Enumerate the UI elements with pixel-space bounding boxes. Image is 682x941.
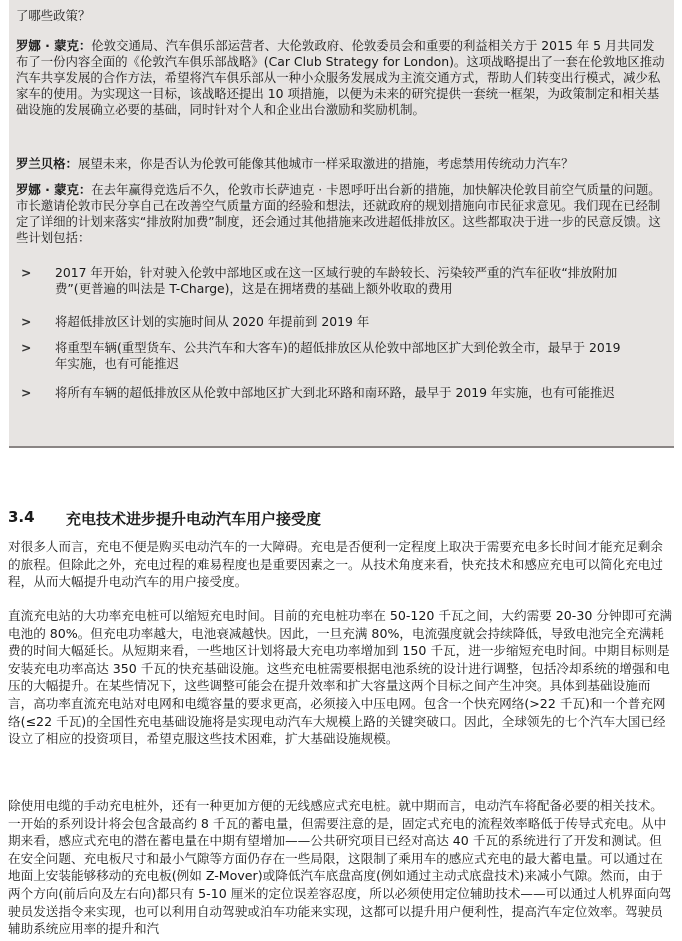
bullet-text: 将重型车辆(重型货车、公共汽车和大客车)的超低排放区从伦敦中部地区扩大到伦敦全市，最早于 2019 年实施，也有可能推迟 — [55, 340, 621, 371]
bullet-text: 2017 年开始，针对驶入伦敦中部地区或在这一区域行驶的车龄较长、污染较严重的汽车征收“排放附加费”(更普遍的叫法是 T-Charge)，这是在拥堵费的基础上额外收取的费用 — [55, 265, 618, 296]
answer-text: 伦敦交通局、汽车俱乐部运营者、大伦敦政府、伦敦委员会和重要的利益相关方于 2015 年 5 月共同发布了一份内容全面的《伦敦汽车俱乐部战略》(Car Club Strategy for London)。这项战略提出了一套在伦敦地区推动汽车共享发展的合作方法，希望将汽车俱乐部从一种小众服务发展成为主流交通方式，帮助人们转变出行模式，减少私家车的使用。为实现这一目标，该战略还提出 10 项措施，以便为未来的研究提供一套统一框架，为政策制定和相关基础设施的发展确立必要的基础，同时针对个人和企业出台激励和奖励机制。 — [16, 38, 665, 117]
interview-answer-2 — [16, 182, 666, 246]
paragraph: 除使用电缆的手动充电桩外，还有一种更加方便的无线感应式充电桩。就中期而言，电动汽车将配备必要的相关技术。一开始的系列设计将会包含最高约 8 千瓦的蓄电量，但需要注意的是，固定式充电的流程效率略低于传导式充电。从中期来看，感应式充电的潜在蓄电量在中期有望增加——公共研究项目已经对高达 40 千瓦的系统进行了开发和测试。但在安全问题、充电板尺寸和最小气隙等方面仍存在一些局限，这限制了乘用车的感应式充电的最大蓄电量。可以通过在地面上安装能够移动的充电板(例如 Z-Mover)或降低汽车底盘高度(例如通过主动式底盘技术)来减小气隙。然而，由于两个方向(前后向及左右向)都只有 5-10 厘米的定位误差容忍度，所以必须使用定位辅助技术——可以通过人机界面向驾驶员发送指令来实现，也可以利用自动驾驶或泊车功能来实现，这都可以提升用户便利性，提高汽车定位效率。驾驶员辅助系统应用率的提升和汽 — [8, 798, 672, 937]
interview-box — [9, 0, 674, 448]
speaker-name: 罗兰贝格： — [16, 156, 78, 171]
bullet-text: 将所有车辆的超低排放区从伦敦中部地区扩大到北环路和南环路，最早于 2019 年实施，也有可能推迟 — [55, 385, 615, 400]
bullet-marker: > — [21, 385, 32, 400]
paragraph: 对很多人而言，充电不便是购买电动汽车的一大障碍。充电是否便利一定程度上取决于需要充电多长时间才能充足剩余的旅程。但除此之外，充电过程的难易程度也是重要因素之一。从技术角度来看，快充技术和感应充电可以简化充电过程，从而大幅提升电动汽车的用户接受度。 — [8, 539, 663, 590]
paragraph: 直流充电站的大功率充电桩可以缩短充电时间。目前的充电桩功率在 50-120 千瓦之间，大约需要 20-30 分钟即可充满电池的 80%。但充电功率越大，电池衰减越快。因此，一旦充满 80%，电流强度就会持续降低，导致电池完全充满耗费的时间大幅延长。从短期来看，一些地区计划将最大充电功率增加到 150 千瓦，进一步缩短充电时间。中期目标则是安装充电功率高达 350 千瓦的快充基础设施。这些充电桩需要根据电池系统的设计进行调整，包括冷却系统的增强和电压的大幅提升。在某些情况下，这些调整可能会在提升效率和扩大容量这两个目标之间产生冲突。具体到基础设施而言，高功率直流充电站对电网和电缆容量的要求更高，必须接入中压电网。包含一个快充网络(>22 千瓦)和一个普充网络(≤22 千瓦)的全国性充电基础设施将是实现电动汽车大规模上路的关键突破口。因此，全球领先的七个汽车大国已经设立了相应的投资项目，希望克服这些技术困难，扩大基础设施规模。 — [8, 608, 672, 747]
bullet-marker: > — [21, 340, 32, 355]
interview-question — [16, 156, 666, 172]
section-title: 充电技术进步提升电动汽车用户接受度 — [66, 510, 322, 528]
speaker-name: 罗娜 · 蒙克： — [16, 38, 92, 53]
section-number: 3.4 — [8, 508, 35, 526]
bullet-text: 将超低排放区计划的实施时间从 2020 年提前到 2019 年 — [55, 314, 370, 329]
box-continuation-line: 了哪些政策？ — [16, 8, 91, 23]
bullet-marker: > — [21, 265, 32, 280]
bullet-marker: > — [21, 314, 32, 329]
question-text: 展望未来，你是否认为伦敦可能像其他城市一样采取激进的措施，考虑禁用传统动力汽车？ — [77, 156, 574, 171]
speaker-name: 罗娜 · 蒙克： — [16, 182, 92, 197]
answer-text: 在去年赢得竞选后不久，伦敦市长萨迪克 · 卡恩呼吁出台新的措施，加快解决伦敦目前空气质量的问题。市长邀请伦敦市民分享自己在改善空气质量方面的经验和想法，还就政府的规划措施向市民征求意见。我们现在已经制定了详细的计划来落实“排放附加费”制度，还会通过其他措施来改进超低排放区。这些都取决于进一步的民意反馈。这些计划包括： — [16, 182, 661, 245]
interview-answer-1 — [16, 38, 666, 118]
